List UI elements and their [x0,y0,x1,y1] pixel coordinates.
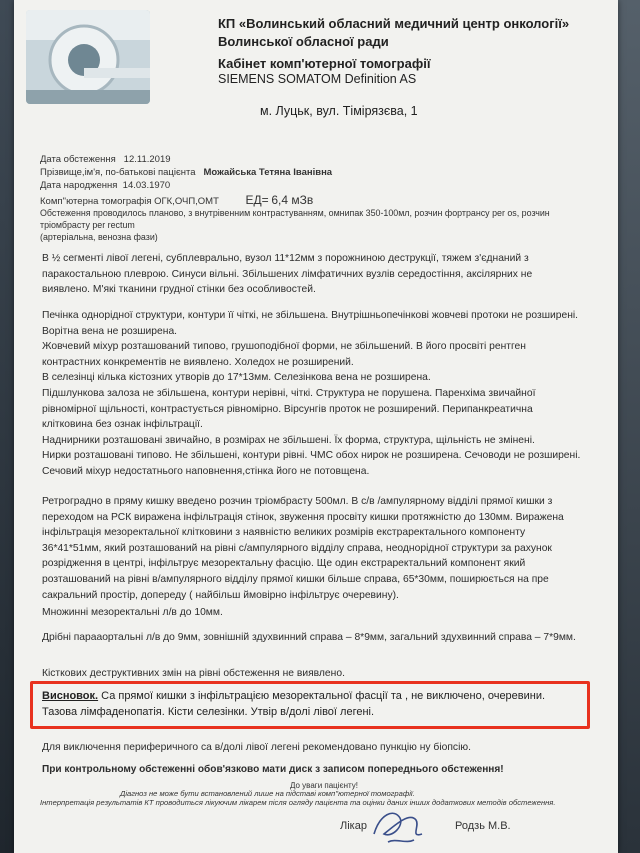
bone-findings: Кісткових деструктивних змін на рівні обстеження не виявлено. [42,668,345,679]
conclusion [42,688,578,720]
study-label: Комп''ютерна томографія [40,196,152,207]
conclusion-label: Висновок. [42,690,99,702]
doctor-name: Родзь М.В. [455,820,511,832]
patient-name-label: Прізвище,ім'я, по-батькові пацієнта [40,167,196,178]
org-subtitle: Волинської обласної ради [218,34,389,49]
lung-findings: В ½ сегменті лівої легені, субплеврально, вузол 11*12мм з порожниною деструкції, тяжем з'єднаний з паракостальною плеврою. Синуси вільні. Збільшених лімфатичних вузлів середостіння, аксілярних не виявлено. М'які тканини грудної стінки без особливостей. [42,253,533,296]
study-row [40,193,313,207]
adrenal-finding: Наднирники розташовані звичайно, в розмірах не збільшені. Їх форма, структура, щільність не змінені. [42,434,535,446]
paraaortic-nodes: Дрібні парааортальні л/в до 9мм, зовнішній здухвинний справа – 8*9мм, загальний здухвинний справа – 7*9мм. [42,632,576,643]
exam-date: 12.11.2019 [123,154,171,165]
disclaimer-1: Діагноз не може бути встановлений лише на підставі комп''ютерної томографії. [120,789,415,798]
control-note: При контрольному обстеженні обов'язково мати диск з записом попереднього обстеження! [42,764,504,775]
exam-date-row [40,154,171,165]
exam-date-label: Дата обстеження [40,154,116,165]
method-line-1: Обстеження проводилось планово, з внутрівенним контрастуванням, омнипак 350-100мл, розчин фортрансу per os, розчин [40,208,550,218]
study-value: ОГК,ОЧП,ОМТ [154,196,219,207]
address: м. Луцьк, вул. Тімірязєва, 1 [260,104,418,118]
abdomen-findings [42,308,582,480]
gallbladder-finding: Жовчевий міхур розташований типово, грушоподібної форми, не збільшений. В його просвіті рентген контрастних конкрементів не виявлено. Холедох не розширений. [42,341,526,368]
kidney-finding: Нирки розташовані типово. Не збільшені, контури рівні. ЧМС обох нирок не розширена. Сечоводи не розширені. [42,450,581,462]
recommendation: Для виключення периферичного са в/долі лівої легені рекомендовано пункцію ну біопсію. [42,742,471,753]
disclaimer-2: Інтерпретація результатів КТ проводиться лікуючим лікарем після огляду пацієнта та оцінки даних інших додаткових методів обстеження. [40,798,556,807]
pancreas-finding: Підшлункова залоза не збільшена, контури нерівні, чіткі. Структура не порушена. Паренхіма звичайної рівномірної щільності, контрастується рівномірно. Вірсунгів проток не розширений. Перипанкреатична клітковина без ознак інфільтрації. [42,387,536,431]
mesorectal-nodes: Множинні мезоректальні л/в до 10мм. [42,607,223,618]
method-line-3: (артеріальна, венозна фази) [40,232,158,242]
patient-name: Можайська Тетяна Іванівна [203,167,333,178]
birth-label: Дата народження [40,180,118,191]
rectum-findings: Ретроградно в пряму кишку введено розчин тріомбрасту 500мл. В с/в /ампулярному відділі прямої кишки з переходом на РСК виражена інфільтрація стінок, звуження просвіту кишки протяжністю до 130мм. Виражена інфільтрація мезоректальної клітковини з наявністю великих розмірів екстраректального компоненту 36*41*51мм, який розташований на рівні с/ампулярного відділу справа, неоднорідної структури за рахунок розрідження в центрі, інфільтрує мезоректальну фасцію. Ще один екстраректальний компонент який розташований на рівні в/ампулярного відділу прямої кишки більше справа, 65*30мм, поширюється на пре сакральний простір, допереду ( найбільш ймовірно інфільтрує очеревину). [42,496,564,601]
birth-date: 14.03.1970 [122,180,171,191]
dose-value: 6,4 мЗв [271,193,314,207]
doctor-label: Лікар [340,820,367,832]
birth-row [40,180,170,191]
dose-label: ЕД= [245,193,269,207]
spleen-finding: В селезінці кілька кістозних утворів до 17*13мм. Селезінкова вена не розширена. [42,372,431,384]
ct-scanner-photo [26,10,150,104]
doctor-signature [370,804,430,850]
liver-finding: Печінка однорідної структури, контури її чіткі, не збільшена. Внутрішньопечінкові жовчеві протоки не розширені. Ворітна вена не розширена. [42,310,579,337]
patient-name-row [40,167,332,178]
method-line-2: тріомбрасту per rectum [40,220,135,230]
conclusion-text: Са прямої кишки з інфільтрацією мезоректальної фасції та , не виключено, очеревини. Тазова лімфаденопатія. Кісти селезінки. Утвір в/долі лівої легені. [42,690,546,718]
cabinet-title: Кабінет комп'ютерної томографії [218,56,431,71]
device-name: SIEMENS SOMATOM Definition AS [218,72,417,86]
org-name: КП «Волинський обласний медичний центр онкології» [218,16,570,31]
attention-note: До уваги пацієнту! [290,781,359,790]
bladder-finding: Сечовий міхур недостатнього наповнення,стінка його не потовщена. [42,465,370,477]
